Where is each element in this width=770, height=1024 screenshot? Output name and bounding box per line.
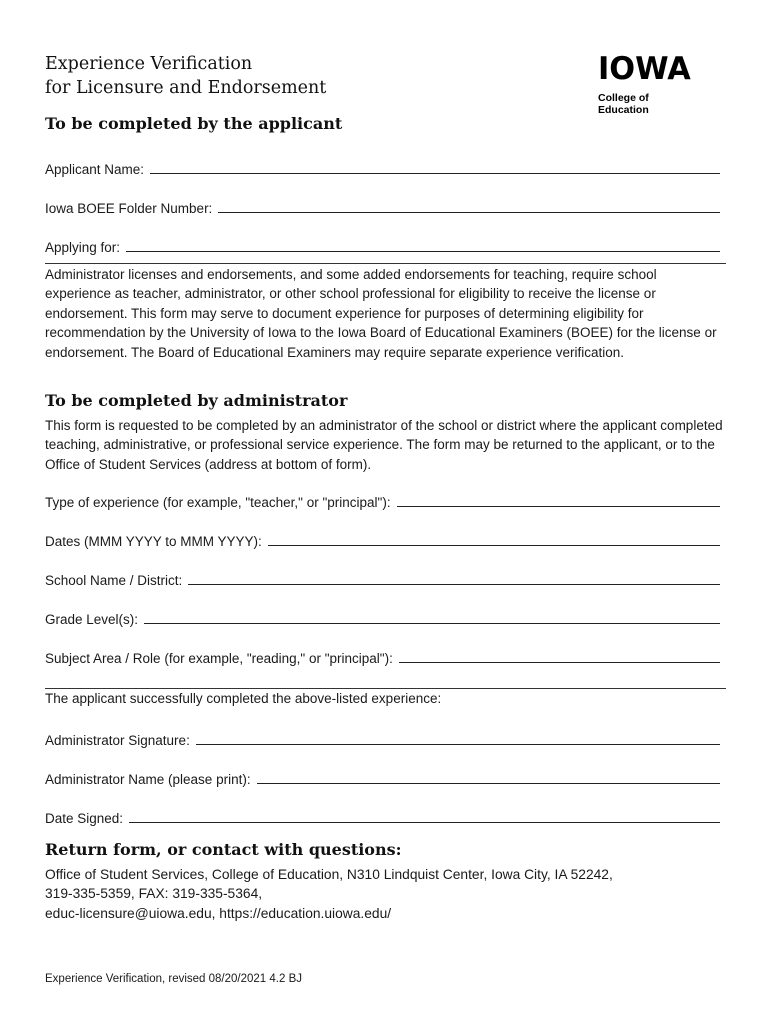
school-name-field[interactable]: [45, 568, 720, 588]
dates-line[interactable]: [268, 545, 720, 546]
administrator-description: This form is requested to be completed by an administrator of the school or district where the applicant completed teaching, administrative, or professional service experience. The form may be returned to the applicant, or to the Office of Student Services (address at bottom of form).: [45, 418, 723, 472]
admin-signature-label: Administrator Signature:: [45, 733, 190, 748]
admin-signature-field[interactable]: [45, 728, 720, 748]
divider: [45, 688, 726, 689]
admin-name-field[interactable]: [45, 767, 720, 787]
form-title: [45, 52, 326, 100]
contact-phone: 319-335-5359, FAX: 319-335-5364,: [45, 886, 263, 902]
applying-for-label: Applying for:: [45, 240, 121, 255]
school-name-label: School Name / District:: [45, 573, 183, 588]
iowa-logo-word: IOWA: [598, 51, 691, 87]
dates-label: Dates (MMM YYYY to MMM YYYY):: [45, 534, 262, 549]
school-name-line[interactable]: [188, 584, 720, 585]
admin-name-line[interactable]: [257, 783, 720, 784]
form-title-line1: Experience Verification: [45, 54, 253, 74]
date-signed-field[interactable]: [45, 806, 720, 826]
contact-info: [45, 865, 725, 923]
folder-number-label: Iowa BOEE Folder Number:: [45, 201, 213, 216]
applying-for-field[interactable]: [45, 235, 720, 255]
dates-field[interactable]: [45, 529, 720, 549]
completion-statement: The applicant successfully completed the above-listed experience:: [45, 691, 442, 706]
applicant-name-label: Applicant Name:: [45, 162, 145, 177]
subject-area-line[interactable]: [399, 662, 720, 663]
contact-address: Office of Student Services, College of Education, N310 Lindquist Center, Iowa City, IA 52242,: [45, 867, 613, 882]
applicant-description: Administrator licenses and endorsements, and some added endorsements for teaching, require school experience as teacher, administrator, or other school professional for eligibility to receive the license or endorsement. This form may serve to document experience for purposes of determining eligibility for recommendation by the University of Iowa to the Iowa Board of Educational Examiners (BOEE) for the license or endorsement. The Board of Educational Examiners may require separate experience verification.: [45, 267, 717, 360]
admin-name-label: Administrator Name (please print):: [45, 772, 251, 787]
administrator-section-heading: To be completed by administrator: [45, 391, 348, 410]
grade-levels-field[interactable]: [45, 607, 720, 627]
contact-section-heading: Return form, or contact with questions:: [45, 840, 402, 859]
divider: [45, 263, 726, 264]
grade-levels-line[interactable]: [144, 623, 720, 624]
contact-email-website[interactable]: educ-licensure@uiowa.edu, https://education.uiowa.edu/: [45, 905, 392, 921]
applicant-name-field[interactable]: [45, 157, 720, 177]
date-signed-label: Date Signed:: [45, 811, 124, 826]
folder-number-line[interactable]: [218, 212, 720, 213]
type-of-experience-label: Type of experience (for example, "teacher," or "principal"):: [45, 495, 391, 510]
footer-revision: Experience Verification, revised 08/20/2021 4.2 BJ: [45, 973, 302, 985]
subject-area-field[interactable]: [45, 646, 720, 666]
admin-signature-line[interactable]: [196, 744, 720, 745]
grade-levels-label: Grade Level(s):: [45, 612, 139, 627]
iowa-logo-subtitle: College of Education: [598, 92, 649, 116]
iowa-logo: [598, 51, 698, 116]
form-title-line2: for Licensure and Endorsement: [45, 78, 327, 98]
applying-for-line[interactable]: [126, 251, 720, 252]
type-of-experience-field[interactable]: [45, 490, 720, 510]
date-signed-line[interactable]: [129, 822, 720, 823]
applicant-name-line[interactable]: [150, 173, 720, 174]
applicant-section-heading: To be completed by the applicant: [45, 114, 343, 133]
type-of-experience-line[interactable]: [397, 506, 720, 507]
folder-number-field[interactable]: [45, 196, 720, 216]
subject-area-label: Subject Area / Role (for example, "reading," or "principal"):: [45, 651, 393, 666]
